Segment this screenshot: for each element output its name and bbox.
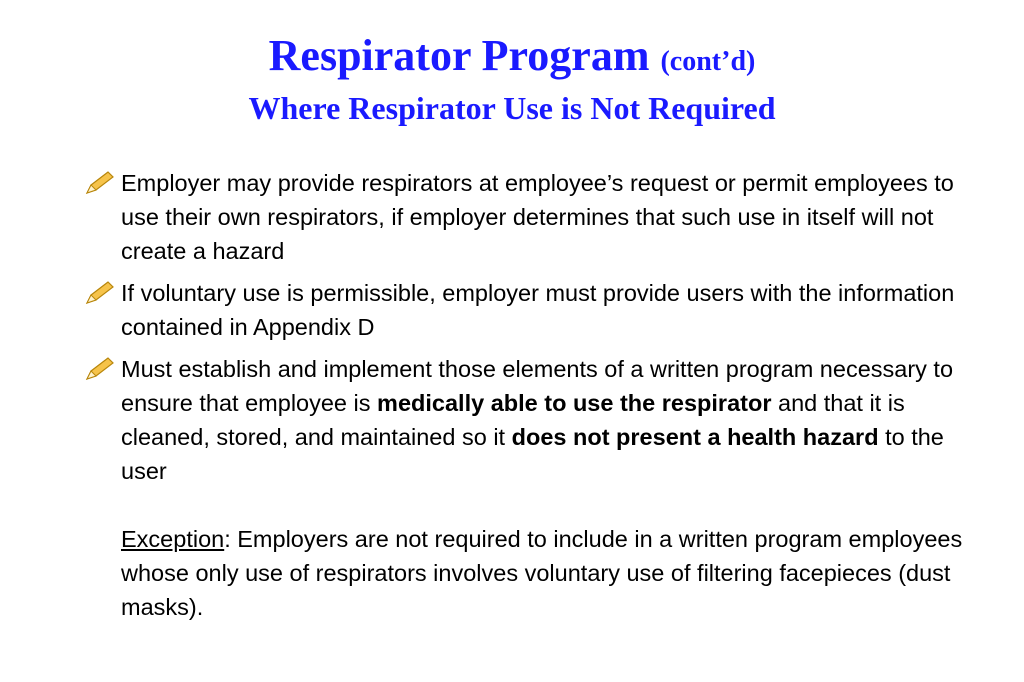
title-main: Respirator Program [268, 31, 650, 80]
exception-text: : Employers are not required to include in a written program employees whose only use of respirators involves voluntary use of filtering facepieces (dust masks). [121, 526, 963, 620]
slide-title [0, 30, 1024, 128]
bullet-text [121, 356, 953, 484]
pencil-icon [84, 356, 116, 382]
exception-label: Exception [121, 526, 225, 552]
bullet-text-bold: does not present a health hazard [511, 424, 879, 450]
bullet-text-segment: to the user [121, 424, 944, 484]
bullet-text-segment: Must establish and implement those elements of a written program necessary to ensure that employee is [121, 356, 954, 416]
pencil-icon [84, 170, 116, 196]
title-line [0, 30, 1024, 88]
bullet-list [84, 166, 964, 624]
title-subtitle: Where Respirator Use is Not Required [248, 90, 776, 126]
bullet-item [84, 276, 964, 344]
exception-note [84, 522, 964, 624]
pencil-icon [84, 280, 116, 306]
bullet-item [84, 166, 964, 268]
bullet-text: If voluntary use is permissible, employer must provide users with the information contained in Appendix D [121, 280, 955, 340]
bullet-item [84, 352, 964, 488]
title-cont: (cont’d) [660, 46, 756, 77]
bullet-text-segment: and that it is cleaned, stored, and maintained so it [121, 390, 905, 450]
bullet-text: Employer may provide respirators at employee’s request or permit employees to use their own respirators, if employer determines that such use in itself will not create a hazard [121, 170, 954, 264]
bullet-text-bold: medically able to use the respirator [377, 390, 772, 416]
